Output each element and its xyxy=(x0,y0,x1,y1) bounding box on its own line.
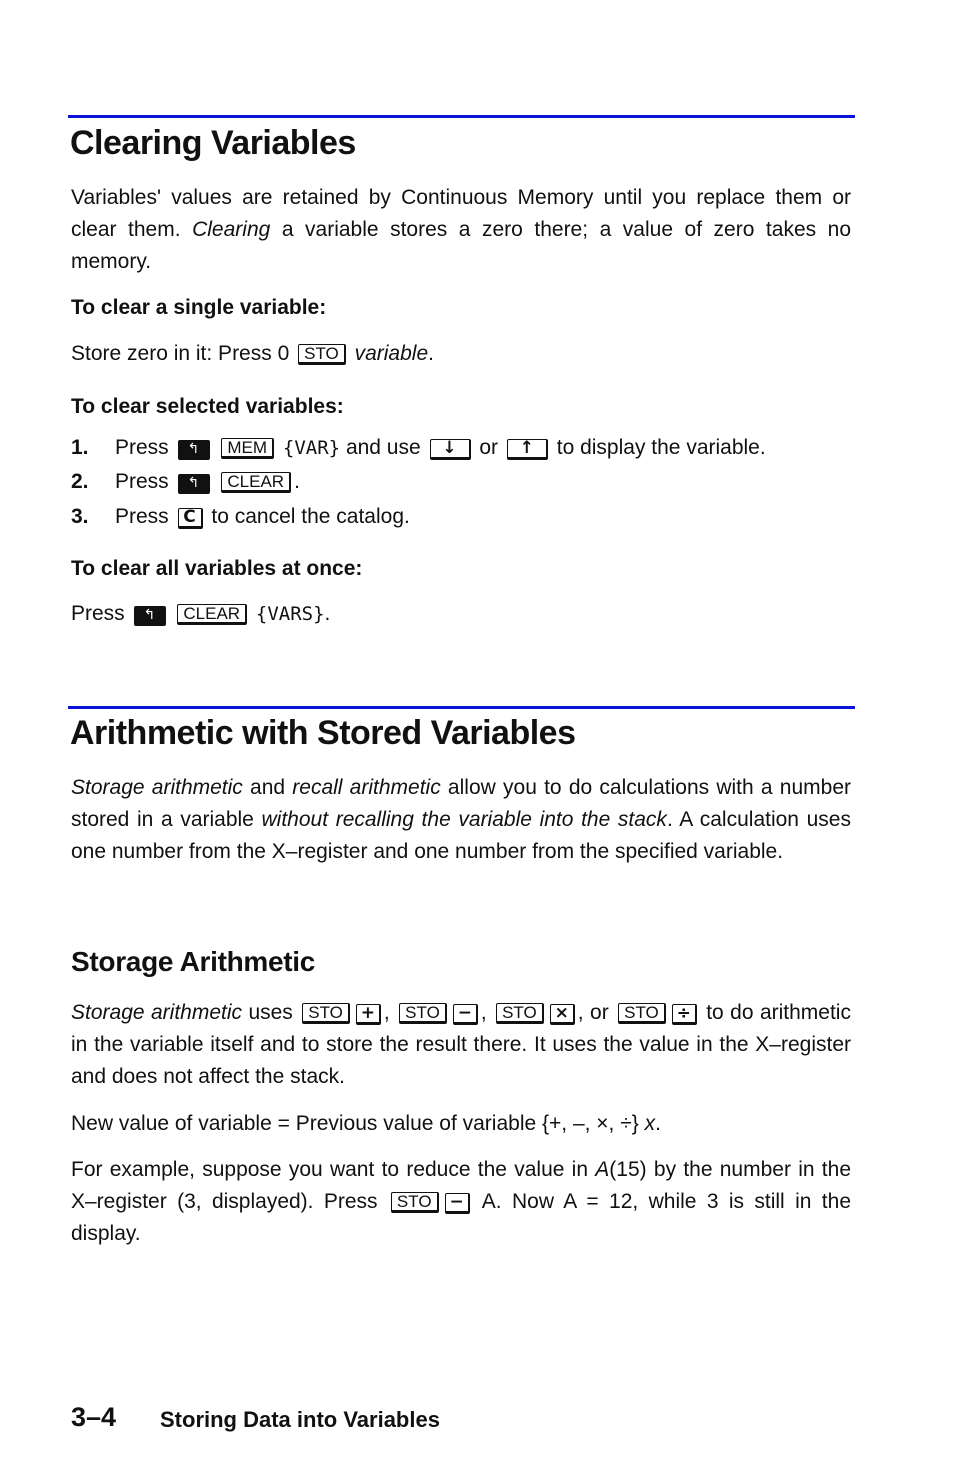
sto-key: STO xyxy=(302,1003,350,1024)
chapter-title: Storing Data into Variables xyxy=(160,1407,440,1432)
step-number-1: 1. xyxy=(71,436,89,459)
subheading-clear-selected: To clear selected variables: xyxy=(71,395,344,418)
clearing-intro-paragraph: Variables' values are retained by Continuous Memory until you replace them or clear them. Clearing a variable stores a zero there; a value of zero takes no memory. xyxy=(71,186,851,273)
times-key-icon: × xyxy=(550,1004,575,1025)
sto-key: STO xyxy=(618,1003,666,1024)
vars-menu-label: {VARS} xyxy=(255,603,325,625)
heading-storage-arithmetic: Storage Arithmetic xyxy=(71,946,316,977)
sto-key: STO xyxy=(496,1003,544,1024)
heading-clearing-variables: Clearing Variables xyxy=(70,124,356,162)
storage-arithmetic-paragraph: Storage arithmetic uses STO + , STO − , STO × , or STO ÷ to do arithmetic in the variable itself and to store the result there. It uses the value in the X–register and does not affect the stack. xyxy=(71,1001,851,1088)
left-shift-key-icon: ↰ xyxy=(134,606,166,626)
step-number-2: 2. xyxy=(71,470,89,493)
clear-all-instruction: Press ↰ CLEAR {VARS}. xyxy=(71,602,331,625)
heading-arithmetic-stored-variables: Arithmetic with Stored Variables xyxy=(70,714,576,752)
var-menu-label: {VAR} xyxy=(282,437,341,459)
mem-key: MEM xyxy=(221,438,274,459)
minus-key-icon: − xyxy=(445,1193,470,1214)
section-rule-clearing xyxy=(68,115,855,118)
divide-key-icon: ÷ xyxy=(672,1004,697,1025)
subheading-clear-single: To clear a single variable: xyxy=(71,296,327,319)
plus-key-icon: + xyxy=(356,1004,381,1025)
down-arrow-key-icon: ↓ xyxy=(430,439,471,460)
sto-key: STO xyxy=(298,344,346,365)
step-1: Press ↰ MEM {VAR} and use ↓ or ↑ to display the variable. xyxy=(115,436,766,459)
clear-single-instruction: Store zero in it: Press 0 STO variable. xyxy=(71,342,434,365)
left-shift-key-icon: ↰ xyxy=(178,474,210,494)
step-2: Press ↰ CLEAR . xyxy=(115,470,300,493)
clear-key: CLEAR xyxy=(221,472,291,493)
sto-key: STO xyxy=(399,1003,447,1024)
step-3: Press C to cancel the catalog. xyxy=(115,505,410,528)
sto-key: STO xyxy=(391,1192,439,1213)
page-number: 3–4 xyxy=(71,1402,117,1432)
arithmetic-intro-paragraph: Storage arithmetic and recall arithmetic allow you to do calculations with a number stored in a variable without recalling the variable into the stack. A calculation uses one number from the X–register and one number from the specified variable. xyxy=(71,776,851,863)
clear-key: CLEAR xyxy=(177,604,247,625)
storage-formula: New value of variable = Previous value of variable {+, –, ×, ÷} x. xyxy=(71,1112,661,1135)
left-shift-key-icon: ↰ xyxy=(178,440,210,460)
subheading-clear-all: To clear all variables at once: xyxy=(71,557,363,580)
section-rule-arithmetic xyxy=(68,706,855,709)
minus-key-icon: − xyxy=(453,1004,478,1025)
storage-example-paragraph: For example, suppose you want to reduce the value in A(15) by the number in the X–register (3, displayed). Press STO − A. Now A = 12, while 3 is still in the display. xyxy=(71,1158,851,1245)
c-key: C xyxy=(178,508,203,529)
step-number-3: 3. xyxy=(71,505,89,528)
up-arrow-key-icon: ↑ xyxy=(507,439,548,460)
